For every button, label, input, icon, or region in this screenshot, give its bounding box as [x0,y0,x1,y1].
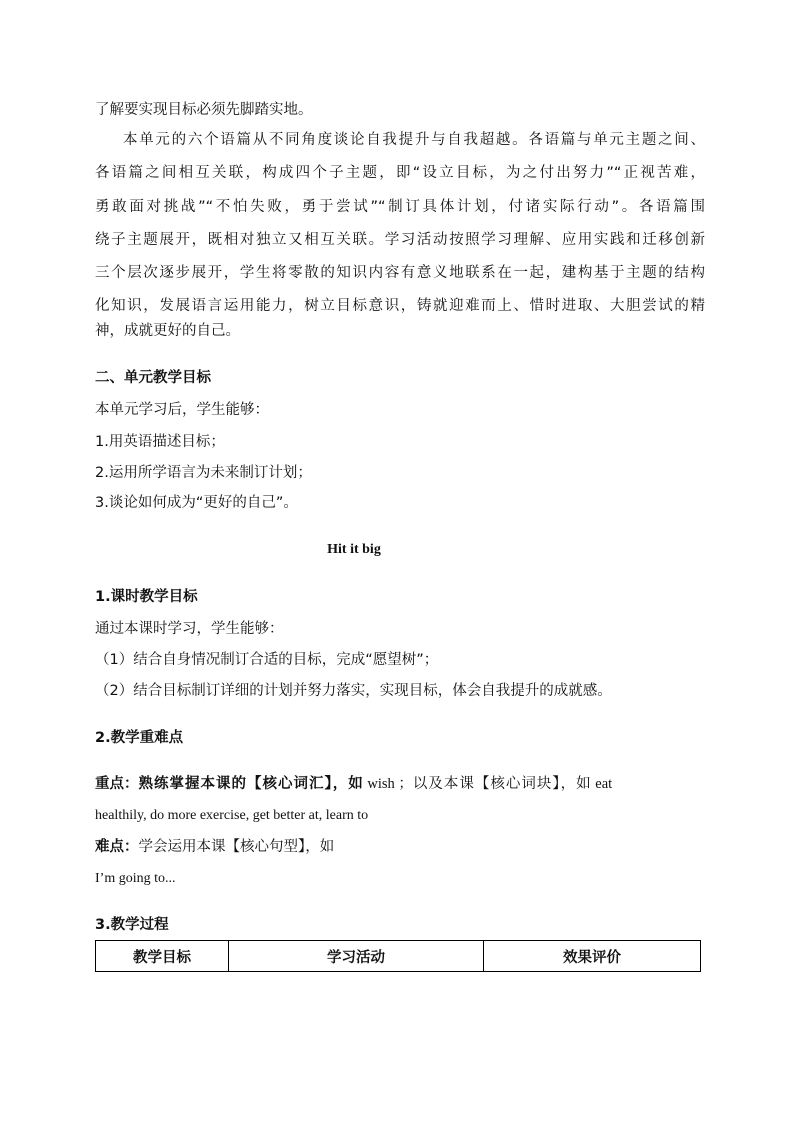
focus-keyword: eat [591,776,613,792]
difficulty-label: 难点： [95,839,139,855]
lesson-goal-item: （2）结合目标制订详细的计划并努力落实，实现目标，体会自我提升的成就感。 [95,683,612,699]
lesson-title: Hit it big [327,542,381,557]
table-header-row [96,941,701,972]
paragraph-line: 勇敢面对挑战”“不怕失败，勇于尝试”“制订具体计划，付诸实际行动”。各语篇围 [95,199,705,215]
paragraph-line: 各语篇之间相互关联，构成四个子主题，即“设立目标，为之付出努力”“正视苦难， [95,165,705,181]
paragraph-line: 化知识，发展语言运用能力，树立目标意识，铸就迎难而上、惜时进取、大胆尝试的精 [95,298,705,314]
unit-goal-item: 3.谈论如何成为“更好的自己”。 [95,495,298,511]
difficulty-sentence-line: I’m going to... [95,871,176,886]
focus-phrases-line: healthily, do more exercise, get better at, learn to [95,808,369,823]
unit-goal-item: 2.运用所学语言为未来制订计划； [95,465,312,481]
paragraph-line: 神，成就更好的自己。 [95,323,240,339]
unit-goal-item: 1.用英语描述目标； [95,434,225,450]
table-header-cell: 学习活动 [229,941,484,972]
difficulty-line [95,837,334,857]
paragraph-line: 三个层次逐步展开，学生将零散的知识内容有意义地联系在一起，建构基于主题的结构 [95,265,705,281]
paragraph-line: 本单元的六个语篇从不同角度谈论自我提升与自我超越。各语篇与单元主题之间、 [123,132,705,148]
unit-goals-lead: 本单元学习后，学生能够： [95,402,269,418]
focus-label: 重点： [95,776,139,792]
section-heading-process: 3.教学过程 [95,917,169,933]
focus-text: 以及本课【核心词块】，如 [412,776,592,792]
focus-line [95,774,612,794]
lesson-goals-lead: 通过本课时学习，学生能够： [95,621,284,637]
focus-text: 熟练掌握本课的【核心词汇】，如 [138,776,364,792]
focus-keyword: wish ； [363,776,413,792]
table-header-cell: 教学目标 [96,941,229,972]
paragraph-line: 绕子主题展开，既相对独立又相互关联。学习活动按照学习理解、应用实践和迁移创新 [95,232,705,248]
table-header-cell: 效果评价 [484,941,701,972]
teaching-process-table [95,940,701,972]
section-heading-lesson-goals: 1.课时教学目标 [95,589,198,605]
intro-closing-line: 了解要实现目标必须先脚踏实地。 [95,102,313,118]
difficulty-text: 学会运用本课【核心句型】，如 [138,839,335,855]
section-heading-unit-goals: 二、单元教学目标 [95,370,211,386]
lesson-goal-item: （1）结合自身情况制订合适的目标，完成“愿望树”； [95,652,439,668]
section-heading-key-points: 2.教学重难点 [95,730,184,746]
